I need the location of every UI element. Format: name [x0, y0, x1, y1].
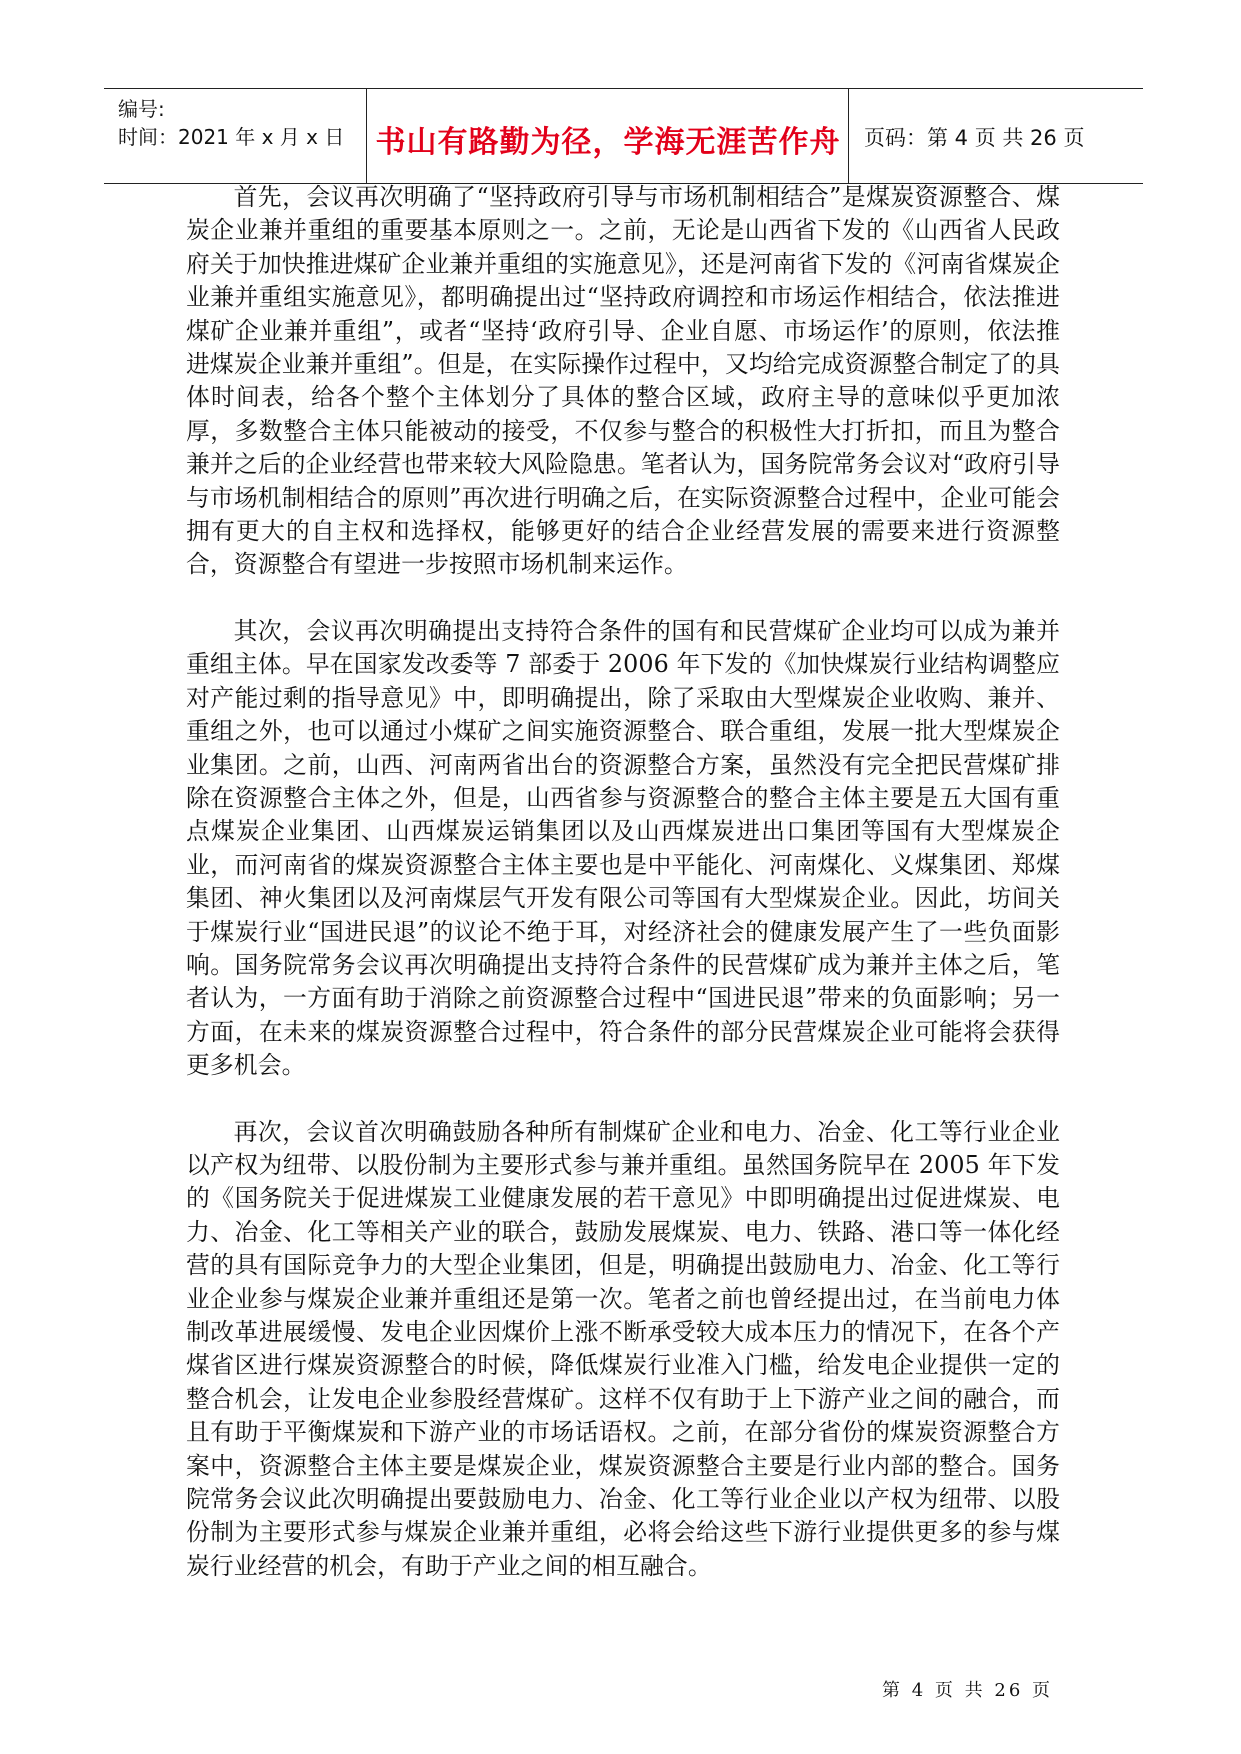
- header-page-label: 页码：第 4 页 共 26 页: [864, 126, 1085, 150]
- document-body: [186, 181, 1060, 1616]
- page-header: [104, 88, 1143, 184]
- document-number-label: 编号:: [118, 97, 165, 121]
- header-right-cell: [850, 89, 1143, 183]
- paragraph-second: 其次，会议再次明确提出支持符合条件的国有和民营煤矿企业均可以成为兼并重组主体。早在国家发改委等 7 部委于 2006 年下发的《加快煤炭行业结构调整应对产能过剩的指导意见》中，即明确提出，除了采取由大型煤炭企业收购、兼并、重组之外，也可以通过小煤矿之间实施资源整合、联合重组，发展一批大型煤炭企业集团。之前，山西、河南两省出台的资源整合方案，虽然没有完全把民营煤矿排除在资源整合主体之外，但是，山西省参与资源整合的整合主体主要是五大国有重点煤炭企业集团、山西煤炭运销集团以及山西煤炭进出口集团等国有大型煤炭企业，而河南省的煤炭资源整合主体主要也是中平能化、河南煤化、义煤集团、郑煤集团、神火集团以及河南煤层气开发有限公司等国有大型煤炭企业。因此，坊间关于煤炭行业“国进民退”的议论不绝于耳，对经济社会的健康发展产生了一些负面影响。国务院常务会议再次明确提出支持符合条件的民营煤矿成为兼并主体之后，笔者认为，一方面有助于消除之前资源整合过程中“国进民退”带来的负面影响；另一方面，在未来的煤炭资源整合过程中，符合条件的部分民营煤炭企业可能将会获得更多机会。: [186, 616, 1060, 1080]
- paragraph-first: 首先，会议再次明确了“坚持政府引导与市场机制相结合”是煤炭资源整合、煤炭企业兼并重组的重要基本原则之一。之前，无论是山西省下发的《山西省人民政府关于加快推进煤矿企业兼并重组的实施意见》，还是河南省下发的《河南省煤炭企业兼并重组实施意见》，都明确提出过“坚持政府调控和市场运作相结合，依法推进煤矿企业兼并重组”，或者“坚持‘政府引导、企业自愿、市场运作’的原则，依法推进煤炭企业兼并重组”。但是，在实际操作过程中，又均给完成资源整合制定了的具体时间表，给各个整个主体划分了具体的整合区域，政府主导的意味似乎更加浓厚，多数整合主体只能被动的接受，不仅参与整合的积极性大打折扣，而且为整合兼并之后的企业经营也带来较大风险隐患。笔者认为，国务院常务会议对“政府引导与市场机制相结合的原则”再次进行明确之后，在实际资源整合过程中，企业可能会拥有更大的自主权和选择权，能够更好的结合企业经营发展的需要来进行资源整合，资源整合有望进一步按照市场机制来运作。: [186, 183, 1060, 579]
- paragraph-third: 再次，会议首次明确鼓励各种所有制煤矿企业和电力、冶金、化工等行业企业以产权为纽带、以股份制为主要形式参与兼并重组。虽然国务院早在 2005 年下发的《国务院关于促进煤炭工业健康发展的若干意见》中即明确提出过促进煤炭、电力、冶金、化工等相关产业的联合，鼓励发展煤炭、电力、铁路、港口等一体化经营的具有国际竞争力的大型企业集团，但是，明确提出鼓励电力、冶金、化工等行业企业参与煤炭企业兼并重组还是第一次。笔者之前也曾经提出过，在当前电力体制改革进展缓慢、发电企业因煤价上涨不断承受较大成本压力的情况下，在各个产煤省区进行煤炭资源整合的时候，降低煤炭行业准入门槛，给发电企业提供一定的整合机会，让发电企业参股经营煤矿。这样不仅有助于上下游产业之间的融合，而且有助于平衡煤炭和下游产业的市场话语权。之前，在部分省份的煤炭资源整合方案中，资源整合主体主要是煤炭企业，煤炭资源整合主要是行业内部的整合。国务院常务会议此次明确提出要鼓励电力、冶金、化工等行业企业以产权为纽带、以股份制为主要形式参与煤炭企业兼并重组，必将会给这些下游行业提供更多的参与煤炭行业经营的机会，有助于产业之间的相互融合。: [186, 1117, 1060, 1580]
- page-footer: 第 4 页 共 26 页: [882, 1680, 1053, 1701]
- document-time-label: 时间：2021 年 x 月 x 日: [118, 125, 345, 149]
- header-left-cell: [104, 89, 367, 183]
- header-middle-cell: [368, 89, 849, 183]
- header-motto: 书山有路勤为径，学海无涯苦作舟: [375, 125, 841, 160]
